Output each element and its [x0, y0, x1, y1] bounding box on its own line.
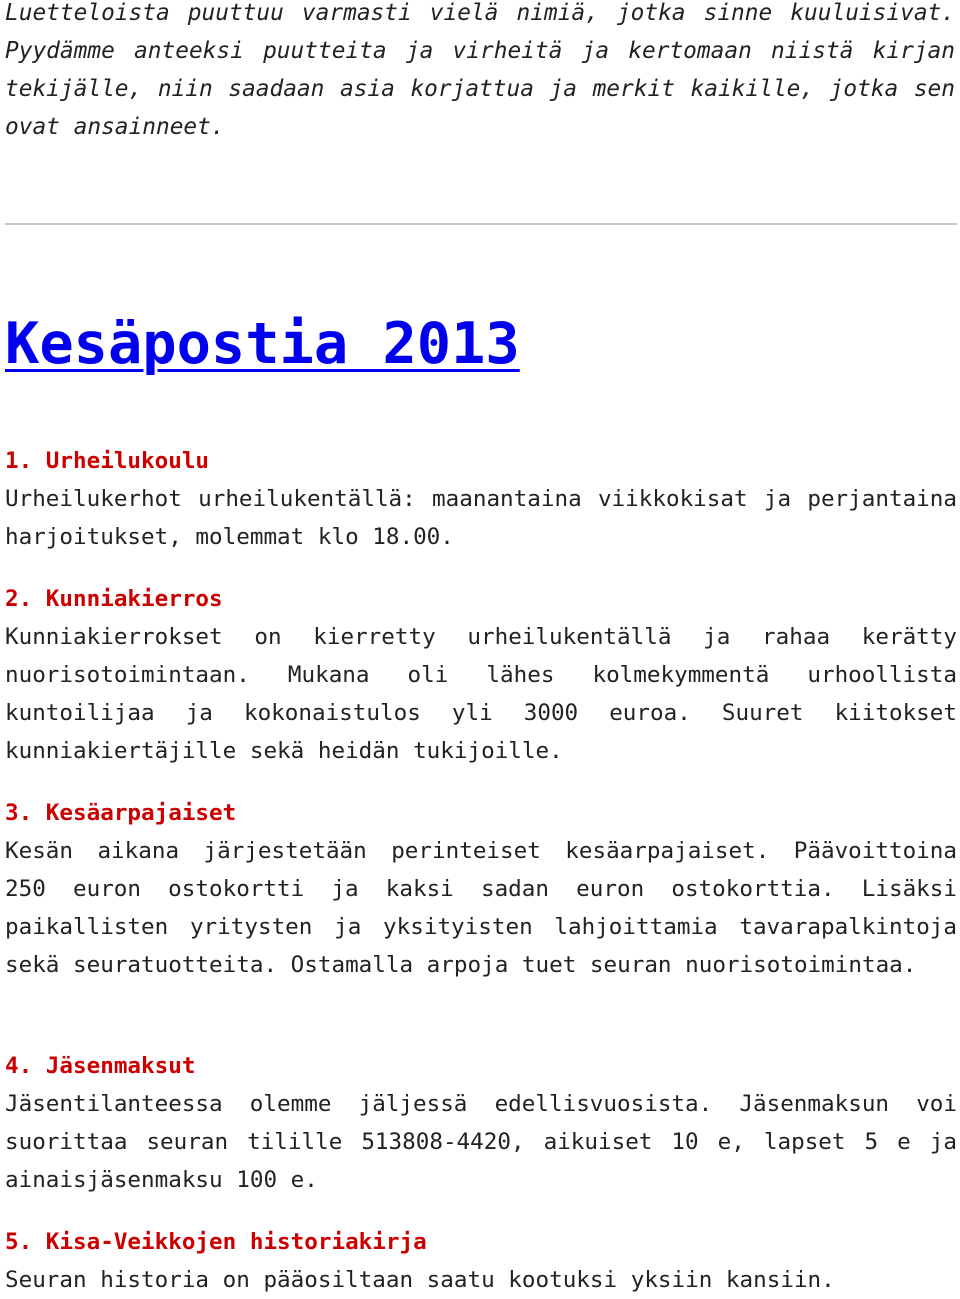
section-heading: 2. Kunniakierros — [5, 586, 223, 612]
section-kunniakierros — [5, 580, 957, 770]
page-title-link[interactable]: Kesäpostia 2013 — [5, 311, 520, 377]
section-body: Urheilukerhot urheilukentällä: maanantaina viikkokisat ja perjantaina harjoitukset, molemmat klo 18.00. — [5, 486, 957, 550]
section-heading: 4. Jäsenmaksut — [5, 1053, 196, 1079]
section-heading: 1. Urheilukoulu — [5, 448, 210, 474]
section-urheilukoulu — [5, 442, 957, 556]
section-body: Kesän aikana järjestetään perinteiset kesäarpajaiset. Päävoittoina 250 euron ostokortti ja kaksi sadan euron ostokorttia. Lisäksi paikallisten yritysten ja yksityisten lahjoittamia tavarapalkintoja sekä seuratuotteita. Ostamalla arpoja tuet seuran nuorisotoimintaa. — [5, 838, 957, 978]
section-body: Jäsentilanteessa olemme jäljessä edellisvuosista. Jäsenmaksun voi suorittaa seuran tilille 513808-4420, aikuiset 10 e, lapset 5 e ja ainaisjäsenmaksu 100 e. — [5, 1091, 957, 1193]
document-page — [5, 0, 957, 1293]
section-body: Kunniakierrokset on kierretty urheilukentällä ja rahaa kerätty nuorisotoimintaan. Mukana oli lähes kolmekymmentä urhoollista kuntoilijaa ja kokonaistulos yli 3000 euroa. Suuret kiitokset kunniakiertäjille sekä heidän tukijoille. — [5, 624, 957, 764]
section-kesaarpajaiset — [5, 794, 957, 984]
section-heading: 5. Kisa-Veikkojen historiakirja — [5, 1229, 427, 1255]
section-heading: 3. Kesäarpajaiset — [5, 800, 237, 826]
section-body: Seuran historia on pääosiltaan saatu kootuksi yksiin kansiin. — [5, 1267, 835, 1293]
section-jasenmaksut — [5, 1047, 957, 1199]
horizontal-divider — [5, 223, 957, 225]
section-historiakirja — [5, 1223, 957, 1299]
intro-paragraph: Luetteloista puuttuu varmasti vielä nimiä, jotka sinne kuuluisivat. Pyydämme anteeksi puutteita ja virheitä ja kertomaan niistä kirjan tekijälle, niin saadaan asia korjattua ja merkit kaikille, jotka sen ovat ansainneet. — [5, 0, 955, 140]
